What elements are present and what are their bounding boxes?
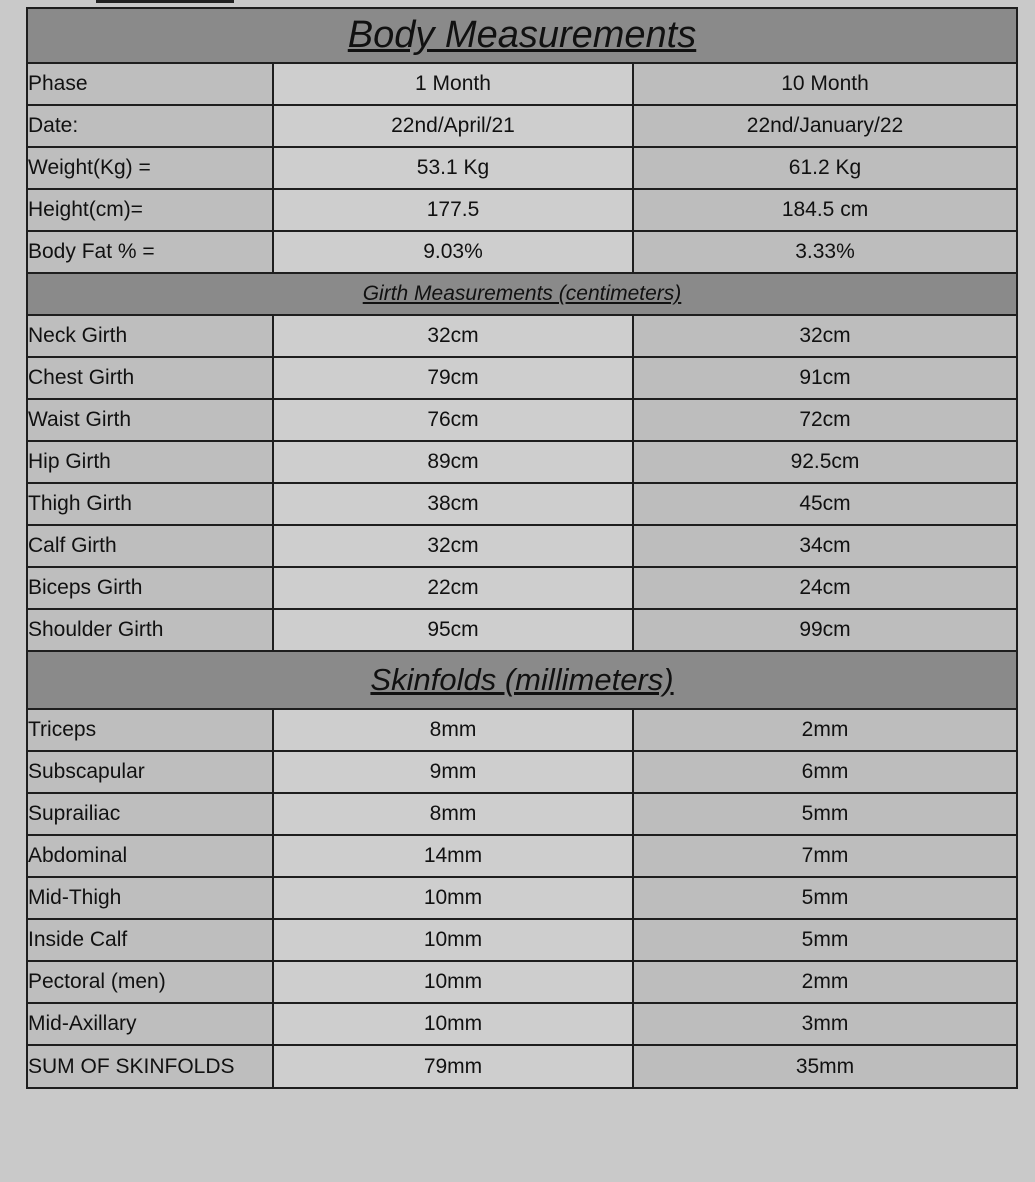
basic-label: Weight(Kg) = bbox=[27, 147, 273, 189]
girth-row bbox=[27, 399, 1017, 441]
skinfold-value-2: 2mm bbox=[633, 709, 1017, 751]
skinfold-label: Abdominal bbox=[27, 835, 273, 877]
girth-label: Shoulder Girth bbox=[27, 609, 273, 651]
skinfold-row bbox=[27, 919, 1017, 961]
girth-value-2: 91cm bbox=[633, 357, 1017, 399]
skinfold-row bbox=[27, 1003, 1017, 1045]
skinfold-value-1: 10mm bbox=[273, 1003, 633, 1045]
sum-label: SUM OF SKINFOLDS bbox=[27, 1045, 273, 1088]
girth-row bbox=[27, 567, 1017, 609]
skinfold-label: Inside Calf bbox=[27, 919, 273, 961]
girth-label: Hip Girth bbox=[27, 441, 273, 483]
girth-value-1: 79cm bbox=[273, 357, 633, 399]
col2-header: 10 Month bbox=[633, 63, 1017, 105]
skinfold-label: Mid-Thigh bbox=[27, 877, 273, 919]
girth-row bbox=[27, 483, 1017, 525]
skinfold-row bbox=[27, 961, 1017, 1003]
girth-value-2: 45cm bbox=[633, 483, 1017, 525]
sum-value-2: 35mm bbox=[633, 1045, 1017, 1088]
skinfold-value-2: 7mm bbox=[633, 835, 1017, 877]
basic-row bbox=[27, 105, 1017, 147]
skinfold-value-2: 5mm bbox=[633, 877, 1017, 919]
table-body bbox=[27, 8, 1017, 1088]
girth-value-2: 92.5cm bbox=[633, 441, 1017, 483]
basic-value-2: 61.2 Kg bbox=[633, 147, 1017, 189]
table-title: Body Measurements bbox=[27, 8, 1017, 63]
girth-value-1: 22cm bbox=[273, 567, 633, 609]
basic-label: Body Fat % = bbox=[27, 231, 273, 273]
basic-value-2: 22nd/January/22 bbox=[633, 105, 1017, 147]
skinfold-value-2: 5mm bbox=[633, 793, 1017, 835]
girth-value-1: 76cm bbox=[273, 399, 633, 441]
girth-row bbox=[27, 315, 1017, 357]
body-measurements-table bbox=[26, 7, 1018, 1089]
girth-section-title: Girth Measurements (centimeters) bbox=[27, 273, 1017, 315]
basic-label: Height(cm)= bbox=[27, 189, 273, 231]
girth-value-1: 95cm bbox=[273, 609, 633, 651]
title-row bbox=[27, 8, 1017, 63]
skinfold-value-2: 2mm bbox=[633, 961, 1017, 1003]
skinfold-label: Subscapular bbox=[27, 751, 273, 793]
basic-row bbox=[27, 189, 1017, 231]
basic-label: Date: bbox=[27, 105, 273, 147]
girth-row bbox=[27, 357, 1017, 399]
sum-row bbox=[27, 1045, 1017, 1088]
girth-label: Biceps Girth bbox=[27, 567, 273, 609]
basic-value-1: 53.1 Kg bbox=[273, 147, 633, 189]
basic-value-1: 177.5 bbox=[273, 189, 633, 231]
skinfold-section-title: Skinfolds (millimeters) bbox=[27, 651, 1017, 709]
skinfold-value-1: 10mm bbox=[273, 919, 633, 961]
girth-value-1: 38cm bbox=[273, 483, 633, 525]
skinfold-label: Triceps bbox=[27, 709, 273, 751]
sum-value-1: 79mm bbox=[273, 1045, 633, 1088]
girth-row bbox=[27, 525, 1017, 567]
skinfold-label: Pectoral (men) bbox=[27, 961, 273, 1003]
girth-value-2: 24cm bbox=[633, 567, 1017, 609]
skinfold-row bbox=[27, 835, 1017, 877]
girth-value-2: 99cm bbox=[633, 609, 1017, 651]
girth-value-2: 72cm bbox=[633, 399, 1017, 441]
skinfold-label: Mid-Axillary bbox=[27, 1003, 273, 1045]
header-row bbox=[27, 63, 1017, 105]
girth-row bbox=[27, 441, 1017, 483]
girth-label: Thigh Girth bbox=[27, 483, 273, 525]
girth-value-1: 89cm bbox=[273, 441, 633, 483]
basic-row bbox=[27, 231, 1017, 273]
skinfold-value-1: 10mm bbox=[273, 877, 633, 919]
skinfold-value-1: 10mm bbox=[273, 961, 633, 1003]
basic-value-2: 184.5 cm bbox=[633, 189, 1017, 231]
basic-value-1: 9.03% bbox=[273, 231, 633, 273]
basic-value-2: 3.33% bbox=[633, 231, 1017, 273]
skinfold-value-1: 8mm bbox=[273, 793, 633, 835]
col1-header: 1 Month bbox=[273, 63, 633, 105]
skinfold-row bbox=[27, 709, 1017, 751]
girth-section-row bbox=[27, 273, 1017, 315]
basic-value-1: 22nd/April/21 bbox=[273, 105, 633, 147]
skinfold-section-row bbox=[27, 651, 1017, 709]
skinfold-value-1: 14mm bbox=[273, 835, 633, 877]
skinfold-label: Suprailiac bbox=[27, 793, 273, 835]
skinfold-value-1: 8mm bbox=[273, 709, 633, 751]
skinfold-value-2: 6mm bbox=[633, 751, 1017, 793]
skinfold-row bbox=[27, 793, 1017, 835]
girth-value-2: 34cm bbox=[633, 525, 1017, 567]
girth-row bbox=[27, 609, 1017, 651]
basic-row bbox=[27, 147, 1017, 189]
phase-header: Phase bbox=[27, 63, 273, 105]
girth-value-2: 32cm bbox=[633, 315, 1017, 357]
girth-value-1: 32cm bbox=[273, 525, 633, 567]
girth-label: Chest Girth bbox=[27, 357, 273, 399]
skinfold-value-2: 3mm bbox=[633, 1003, 1017, 1045]
skinfold-row bbox=[27, 751, 1017, 793]
girth-label: Waist Girth bbox=[27, 399, 273, 441]
skinfold-value-2: 5mm bbox=[633, 919, 1017, 961]
girth-value-1: 32cm bbox=[273, 315, 633, 357]
top-divider-line bbox=[96, 0, 234, 3]
girth-label: Neck Girth bbox=[27, 315, 273, 357]
skinfold-row bbox=[27, 877, 1017, 919]
girth-label: Calf Girth bbox=[27, 525, 273, 567]
skinfold-value-1: 9mm bbox=[273, 751, 633, 793]
